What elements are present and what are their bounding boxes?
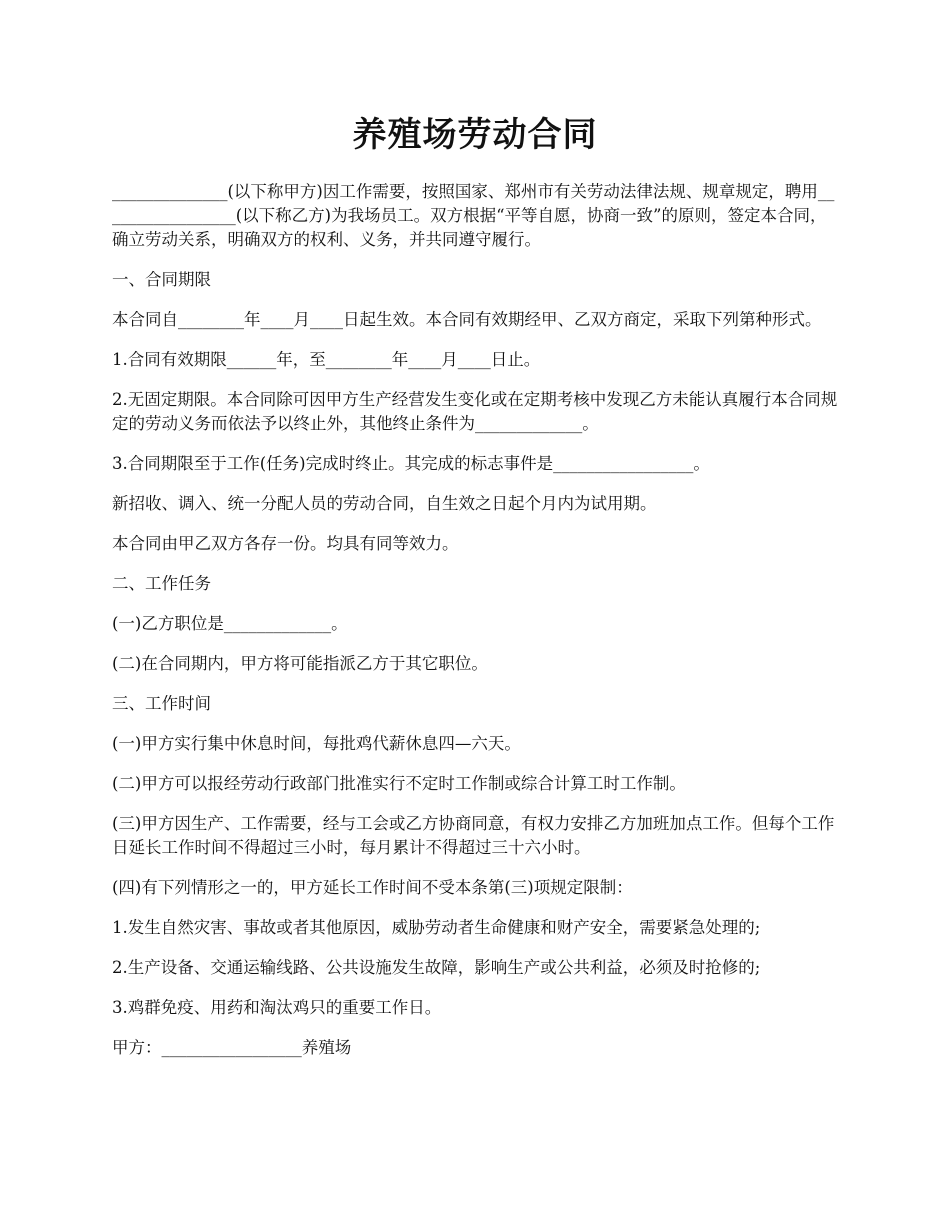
working-hours-item-3: (三)甲方因生产、工作需要，经与工会或乙方协商同意，有权力安排乙方加班加点工作。但每个工作日延长工作时间不得超过三小时，每月累计不得超过三十六小时。 [112,814,835,857]
work-task-item-2: (二)在合同期内，甲方将可能指派乙方于其它职位。 [112,654,488,673]
section-heading-working-hours: 三、工作时间 [112,694,211,713]
term-option-1: 1.合同有效期限______年，至________年____月____日止。 [112,350,541,369]
working-hours-item-4: (四)有下列情形之一的，甲方延长工作时间不受本条第(三)项规定限制： [112,878,633,897]
exception-item-1: 1.发生自然灾害、事故或者其他原因，威胁劳动者生命健康和财产安全，需要紧急处理的; [112,918,761,937]
section-heading-work-tasks: 二、工作任务 [112,574,211,593]
document-title: 养殖场劳动合同 [352,115,598,155]
intro-paragraph: ______________(以下称甲方)因工作需要，按照国家、郑州市有关劳动法律法规、规章规定，聘用_________________(以下称乙方)为我场员工。双方根据“平等自愿，协商一致”的原则，签定本合同，确立劳动关系，明确双方的权利、义务，并共同遵守履行。 [112,182,835,249]
contract-term-paragraph: 本合同自________年____月____日起生效。本合同有效期经甲、乙双方商定，采取下列第种形式。 [112,310,822,329]
work-task-item-1: (一)乙方职位是_____________。 [112,614,348,633]
document-body [112,180,842,1076]
party-a-signature-line: 甲方：_________________养殖场 [112,1038,352,1057]
copies-paragraph: 本合同由甲乙双方各存一份。均具有同等效力。 [112,534,459,553]
term-option-2: 2.无固定期限。本合同除可因甲方生产经营发生变化或在定期考核中发现乙方未能认真履行本合同规定的劳动义务而依法予以终止外，其他终止条件为_____________。 [112,390,838,433]
section-heading-contract-term: 一、合同期限 [112,270,211,289]
probation-paragraph: 新招收、调入、统一分配人员的劳动合同，自生效之日起个月内为试用期。 [112,494,657,513]
exception-item-2: 2.生产设备、交通运输线路、公共设施发生故障，影响生产或公共利益，必须及时抢修的; [112,958,761,977]
term-option-3: 3.合同期限至于工作(任务)完成时终止。其完成的标志事件是_________________。 [112,454,710,473]
exception-item-3: 3.鸡群免疫、用药和淘汰鸡只的重要工作日。 [112,998,442,1017]
working-hours-item-2: (二)甲方可以报经劳动行政部门批准实行不定时工作制或综合计算工时工作制。 [112,774,686,793]
working-hours-item-1: (一)甲方实行集中休息时间，每批鸡代薪休息四—六天。 [112,734,521,753]
